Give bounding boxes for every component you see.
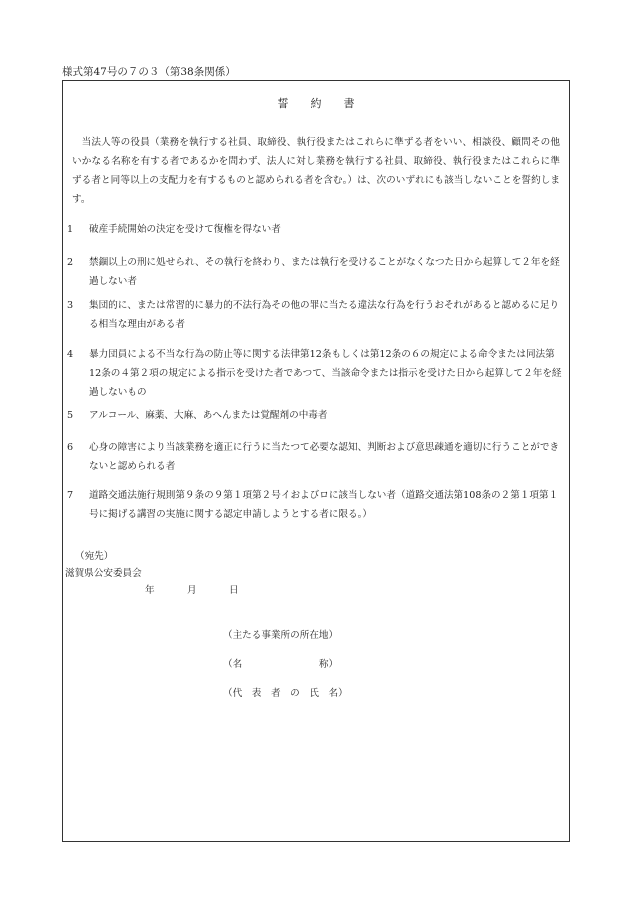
date-line <box>145 582 239 596</box>
list-item <box>67 220 562 239</box>
form-number: 様式第47号の７の３（第38条関係） <box>62 66 236 78</box>
item-text: アルコール、麻薬、大麻、あへんまたは覚醒剤の中毒者 <box>89 410 328 421</box>
item-number: 5 <box>67 410 74 421</box>
date-day-label: 日 <box>229 585 239 596</box>
item-number: 1 <box>67 224 74 235</box>
list-item <box>67 296 562 334</box>
item-number: 4 <box>67 349 74 360</box>
item-number: 2 <box>67 257 74 268</box>
item-text: 破産手続開始の決定を受けて復権を得ない者 <box>89 224 281 235</box>
document-title: 誓 約 書 <box>277 97 355 110</box>
business-address-label: （主たる事業所の所在地） <box>223 630 339 641</box>
date-year-label: 年 <box>145 585 155 596</box>
oath-form-frame <box>62 80 570 842</box>
item-text: 暴力団員による不当な行為の防止等に関する法律第12条もしくは第12条の６の規定による命令または同法第12条の４第２項の規定による指示を受けた者であつて、当該命令または指示を受けた日から起算して２年を経過しないもの <box>89 349 562 398</box>
name-label: （名 称） <box>223 659 339 670</box>
list-item <box>67 253 562 291</box>
item-number: 7 <box>67 490 74 501</box>
addressee-label: （宛先） <box>75 551 114 562</box>
date-month-label: 月 <box>187 585 197 596</box>
preamble-text: 当法人等の役員（業務を執行する社員、取締役、執行役またはこれらに準ずる者をいい、相談役、顧問その他いかなる名称を有する者であるかを問わず、法人に対し業務を執行する社員、取締役、執行役またはこれらに準ずる者と同等以上の支配力を有するものと認められる者を含む。）は、次のいずれにも該当しないことを誓約します。 <box>72 137 560 205</box>
list-item <box>67 438 562 476</box>
item-number: 6 <box>67 442 74 453</box>
recipient-name: 滋賀県公安委員会 <box>65 568 142 579</box>
item-number: 3 <box>67 300 74 311</box>
representative-name-label: （代 表 者 の 氏 名） <box>223 688 348 699</box>
item-text: 禁錮以上の刑に処せられ、その執行を終わり、または執行を受けることがなくなつた日から起算して２年を経過しない者 <box>89 257 560 287</box>
item-text: 集団的に、または常習的に暴力的不法行為その他の罪に当たる違法な行為を行うおそれがあると認めるに足りる相当な理由がある者 <box>89 300 560 330</box>
list-item <box>67 345 562 402</box>
list-item <box>67 486 562 524</box>
item-text: 心身の障害により当該業務を適正に行うに当たつて必要な認知、判断および意思疎通を適切に行うことができないと認められる者 <box>89 442 560 472</box>
item-text: 道路交通法施行規則第９条の９第１項第２号イおよびロに該当しない者（道路交通法第108条の２第１項第１号に掲げる講習の実施に関する認定申請しようとする者に限る。） <box>89 490 559 520</box>
list-item <box>67 406 562 425</box>
